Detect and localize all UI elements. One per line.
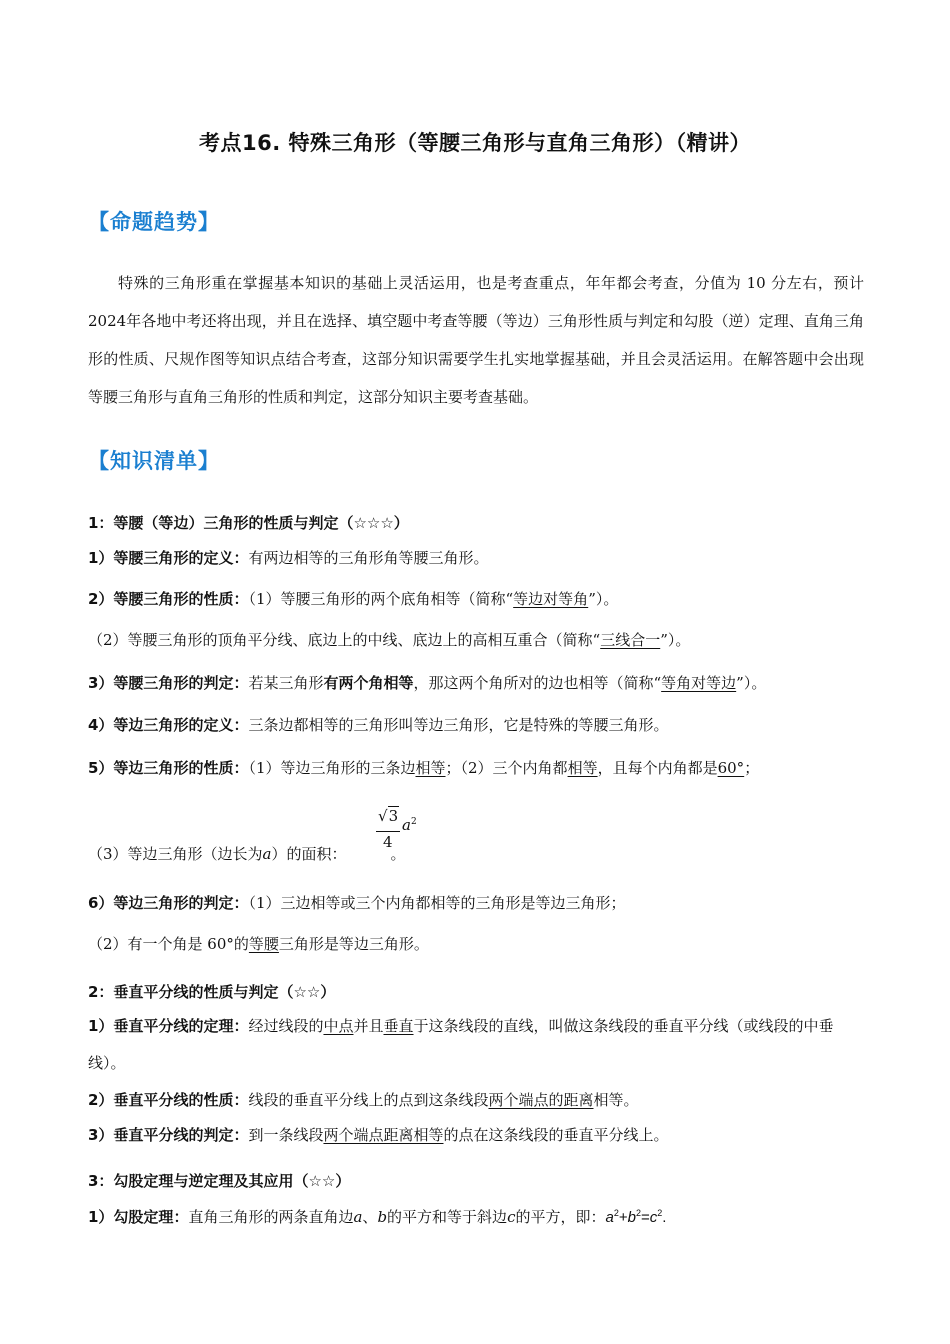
label: 3）垂直平分线的判定： (88, 1126, 249, 1144)
s3-pythagoras (88, 1206, 868, 1227)
text: 相等。 (593, 1091, 639, 1109)
s1-judge-equilateral (88, 892, 868, 913)
s2-title: 2：垂直平分线的性质与判定（☆☆） (88, 983, 336, 1001)
underlined-term: 两个端点的距离 (488, 1091, 594, 1109)
text: ，那这两个角所对的边也相等（简称“ (413, 674, 662, 692)
text: （2）等腰三角形的顶角平分线、底边上的中线、底边上的高相互重合（简称“ (88, 631, 601, 649)
label: 4）等边三角形的定义： (88, 716, 249, 734)
variable: b (377, 1208, 388, 1226)
variable: a (605, 1209, 614, 1226)
label: 1）垂直平分线的定理： (88, 1017, 249, 1035)
radicand: 3 (388, 807, 399, 825)
variable: c (649, 1209, 658, 1226)
underlined-term: 相等 (567, 759, 598, 777)
underlined-term: 60° (717, 759, 745, 777)
label: 2）垂直平分线的性质： (88, 1091, 249, 1109)
label: 1）等腰三角形的定义： (88, 549, 249, 567)
variable: c (507, 1208, 516, 1226)
label: 5）等边三角形的性质： (88, 759, 249, 777)
text: 三角形是等边三角形。 (278, 935, 429, 953)
exponent: 2 (657, 1208, 663, 1218)
variable: a (262, 845, 272, 863)
label: 2）等腰三角形的性质： (88, 590, 249, 608)
s1-prop-isosceles-2 (88, 629, 868, 650)
underlined-term: 等角对等边 (661, 674, 737, 692)
text: 有两边相等的三角形角等腰三角形。 (248, 549, 489, 567)
s1-def-isosceles (88, 547, 868, 568)
trend-heading: 【命题趋势】 (88, 210, 220, 234)
exponent: 2 (410, 817, 417, 827)
text: ，且每个内角都是 (597, 759, 718, 777)
text: （1）三边相等或三个内角都相等的三角形是等边三角形； (248, 894, 626, 912)
sqrt-numerator: √3 (378, 807, 399, 825)
trend-paragraph: 特殊的三角形重在掌握基本知识的基础上灵活运用，也是考查重点，年年都会考查，分值为 10 分左右，预计2024年各地中考还将出现，并且在选择、填空题中考查等腰（等边）三角形性质与判定和勾股（逆）定理、直角三角形的性质、尺规作图等知识点结合考查，这部分知识需要学生扎实地掌握基础，并且会灵活运用。在解答题中会出现等腰三角形与直角三角形的性质和判定，这部分知识主要考查基础。 (88, 274, 864, 406)
s2-theorem (88, 1008, 864, 1082)
text: 的平方，即： (515, 1208, 606, 1226)
s2-judgement (88, 1124, 868, 1145)
text: 经过线段的 (248, 1017, 324, 1035)
text: （3）等边三角形（边长为 (88, 845, 263, 863)
knowledge-heading: 【知识清单】 (88, 449, 220, 473)
text: ”）。 (588, 590, 619, 608)
exponent: 2 (613, 1208, 619, 1218)
text: 并且 (353, 1017, 384, 1035)
fraction-bar (376, 831, 400, 832)
text: 于这条线段的直线，叫做这条线段的垂直平分线（或线段的中垂线）。 (88, 1017, 834, 1072)
underlined-term: 等腰 (248, 935, 279, 953)
s1-area-equilateral (88, 843, 868, 864)
s2-property (88, 1089, 868, 1110)
area-formula-fraction (374, 806, 434, 854)
underlined-term: 三线合一 (600, 631, 661, 649)
underlined-term: 两个端点距离相等 (323, 1126, 444, 1144)
text: 线段的垂直平分线上的点到这条线段 (248, 1091, 489, 1109)
variable: a (353, 1208, 363, 1226)
underlined-term: 相等 (415, 759, 446, 777)
text: ）的面积： (271, 845, 347, 863)
s3-title: 3：勾股定理与逆定理及其应用（☆☆） (88, 1172, 351, 1190)
s1-judge-equilateral-2 (88, 933, 868, 954)
underlined-term: 等边对等角 (513, 590, 589, 608)
a-squared (402, 816, 417, 834)
text: （2）有一个角是 60°的 (88, 935, 249, 953)
text: 的点在这条线段的垂直平分线上。 (443, 1126, 669, 1144)
operator: + (618, 1209, 628, 1226)
operator: = (640, 1209, 650, 1226)
text: 的平方和等于斜边 (387, 1208, 508, 1226)
bold-term: 有两个角相等 (323, 674, 414, 692)
text: 三条边都相等的三角形叫等边三角形，它是特殊的等腰三角形。 (248, 716, 669, 734)
text: 。 (390, 845, 406, 863)
pythagoras-formula (605, 1209, 666, 1226)
s1-judge-isosceles (88, 672, 868, 693)
text: ”）。 (660, 631, 691, 649)
variable: a (402, 816, 411, 834)
underlined-term: 中点 (323, 1017, 354, 1035)
text: ； (744, 759, 760, 777)
s1-prop-isosceles (88, 588, 868, 609)
text: ；（2）三个内角都 (445, 759, 568, 777)
text: 、 (362, 1208, 378, 1226)
text: （1）等腰三角形的两个底角相等（简称“ (248, 590, 514, 608)
text: （1）等边三角形的三条边 (248, 759, 416, 777)
s1-def-equilateral (88, 714, 868, 735)
label: 6）等边三角形的判定： (88, 894, 249, 912)
label: 3）等腰三角形的判定： (88, 674, 249, 692)
exponent: 2 (635, 1208, 641, 1218)
s1-title: 1：等腰（等边）三角形的性质与判定（☆☆☆） (88, 514, 409, 532)
s1-prop-equilateral (88, 757, 868, 778)
label: 1）勾股定理： (88, 1208, 189, 1226)
underlined-term: 垂直 (383, 1017, 414, 1035)
page-title: 考点16. 特殊三角形（等腰三角形与直角三角形）（精讲） (198, 131, 751, 155)
denominator: 4 (383, 833, 393, 851)
variable: b (627, 1209, 636, 1226)
text: 到一条线段 (248, 1126, 324, 1144)
text: . (662, 1209, 667, 1226)
text: 若某三角形 (248, 674, 324, 692)
text: ”）。 (736, 674, 767, 692)
text: 直角三角形的两条直角边 (188, 1208, 354, 1226)
